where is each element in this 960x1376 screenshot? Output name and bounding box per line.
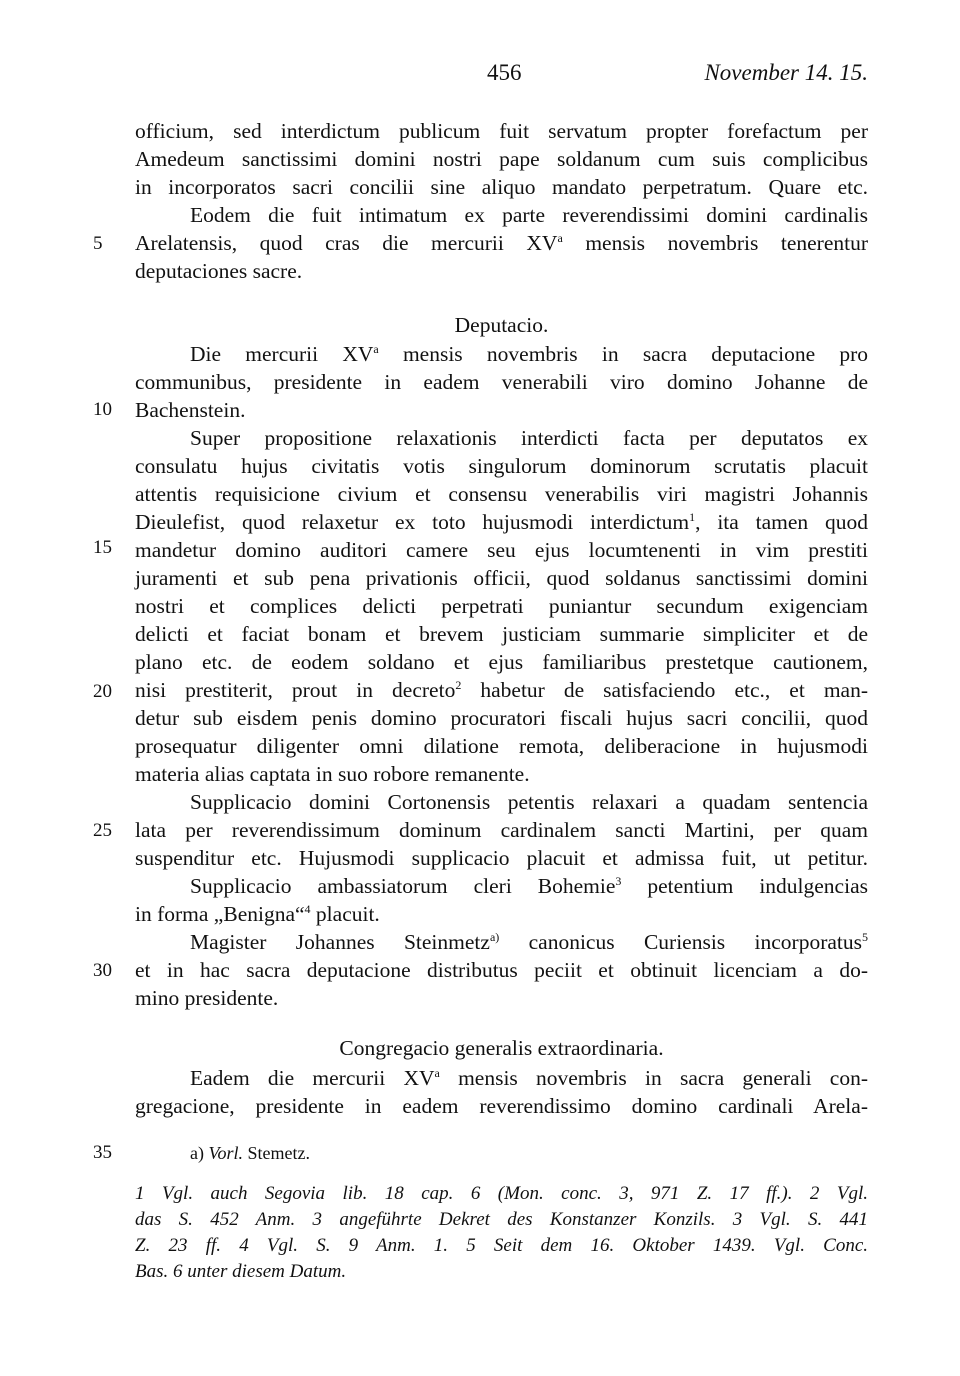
section-heading: Congregacio generalis extraordinaria. bbox=[339, 1036, 664, 1060]
text-line: materia alias captata in suo robore remanente. bbox=[135, 762, 530, 786]
text-line: in forma „Benigna“$^4$ placuit. bbox=[135, 902, 380, 926]
text-line: delicti et faciat bonam et brevem justiciam summarie simpliciter et de bbox=[135, 622, 868, 646]
text-line: suspenditur etc. Hujusmodi supplicacio placuit et admissa fuit, ut petitur. bbox=[135, 846, 868, 870]
text-line: Amedeum sanctissimi domini nostri pape soldanum cum suis complicibus bbox=[135, 147, 868, 171]
line-number: 25 bbox=[93, 820, 112, 841]
apparatus-text: Stemetz. bbox=[247, 1143, 310, 1163]
text-line: Arelatensis, quod cras die mercurii $XV^a$ mensis novembris tenerentur bbox=[135, 231, 868, 255]
apparatus-marker: a) bbox=[190, 1143, 204, 1163]
text-line: Dieulefist, quod relaxetur ex toto hujusmodi interdictum$^1$, ita tamen quod bbox=[135, 510, 868, 534]
text-line: attentis requisicione civium et consensu venerabilis viri magistri Johannis bbox=[135, 482, 868, 506]
text-line: et in hac sacra deputacione distributus peciit et obtinuit licenciam a do- bbox=[135, 958, 868, 982]
line-number: 20 bbox=[93, 681, 112, 702]
text-line: Supplicacio domini Cortonensis petentis relaxari a quadam sentencia bbox=[190, 790, 868, 814]
text-line: consulatu hujus civitatis votis singulorum dominorum scrutatis placuit bbox=[135, 454, 868, 478]
text-line: in incorporatos sacri concilii sine aliquo mandato perpetratum. Quare etc. bbox=[135, 175, 868, 199]
text-line: detur sub eisdem penis domino procuratori fiscali hujus sacri concilii, quod bbox=[135, 706, 868, 730]
text-line: mandetur domino auditori camere seu ejus locumtenenti in vim prestiti bbox=[135, 538, 868, 562]
line-number: 10 bbox=[93, 399, 112, 420]
text-line: Die mercurii $XV^a$ mensis novembris in sacra deputacione pro bbox=[190, 342, 868, 366]
footnote-line: Z. 23 ff. 4 Vgl. S. 9 Anm. 1. 5 Seit dem 16. Oktober 1439. Vgl. Conc. bbox=[135, 1235, 868, 1256]
text-line: plano etc. de eodem soldano et ejus familiaribus prestetque cautionem, bbox=[135, 650, 868, 674]
text-line: Eodem die fuit intimatum ex parte reverendissimi domini cardinalis bbox=[190, 203, 868, 227]
text-line: Eadem die mercurii $XV^a$ mensis novembris in sacra generali con- bbox=[190, 1066, 868, 1090]
text-line: lata per reverendissimum dominum cardinalem sancti Martini, per quam bbox=[135, 818, 868, 842]
text-line: nisi prestiterit, prout in decreto$^2$ habetur de satisfaciendo etc., et man- bbox=[135, 678, 869, 702]
line-number: 15 bbox=[93, 537, 112, 558]
running-title: November 14. 15. bbox=[704, 60, 868, 85]
text-line: Bachenstein. bbox=[135, 398, 246, 422]
page-header bbox=[135, 60, 868, 94]
apparatus-note bbox=[190, 1140, 310, 1166]
text-line: juramenti et sub pena privationis officii, quod soldanus sanctissimi domini bbox=[135, 566, 868, 590]
text-line: officium, sed interdictum publicum fuit servatum propter forefactum per bbox=[135, 119, 868, 143]
text-line: nostri et complices delicti perpetrati puniantur secundum exigenciam bbox=[135, 594, 868, 618]
section-heading: Deputacio. bbox=[454, 313, 549, 337]
text-line: prosequatur diligenter omni dilatione remota, deliberacione in hujusmodi bbox=[135, 734, 868, 758]
text-line: communibus, presidente in eadem venerabili viro domino Johanne de bbox=[135, 370, 868, 394]
text-line: deputaciones sacre. bbox=[135, 259, 303, 283]
text-line: Supplicacio ambassiatorum cleri Bohemie$^3$ petentium indulgencias bbox=[190, 874, 868, 898]
line-number: 5 bbox=[93, 233, 103, 254]
footnote-line: das S. 452 Anm. 3 angeführte Dekret des Konstanzer Konzils. 3 Vgl. S. 441 bbox=[135, 1209, 868, 1230]
text-line: gregacione, presidente in eadem reverendissimo domino cardinali Arela- bbox=[135, 1094, 868, 1118]
line-number: 35 bbox=[93, 1142, 112, 1163]
text-line: Super propositione relaxationis interdicti facta per deputatos ex bbox=[190, 426, 868, 450]
footnote-line: 1 Vgl. auch Segovia lib. 18 cap. 6 (Mon. conc. 3, 971 Z. 17 ff.). 2 Vgl. bbox=[135, 1183, 868, 1204]
text-line: Magister Johannes Steinmetz$^{a)}$ canonicus Curiensis incorporatus$^5$ bbox=[190, 930, 868, 954]
text-line: mino presidente. bbox=[135, 986, 279, 1010]
page-number: 456 bbox=[487, 60, 522, 85]
apparatus-label: Vorl. bbox=[208, 1143, 243, 1163]
footnote-line: Bas. 6 unter diesem Datum. bbox=[135, 1261, 347, 1282]
line-number: 30 bbox=[93, 960, 112, 981]
